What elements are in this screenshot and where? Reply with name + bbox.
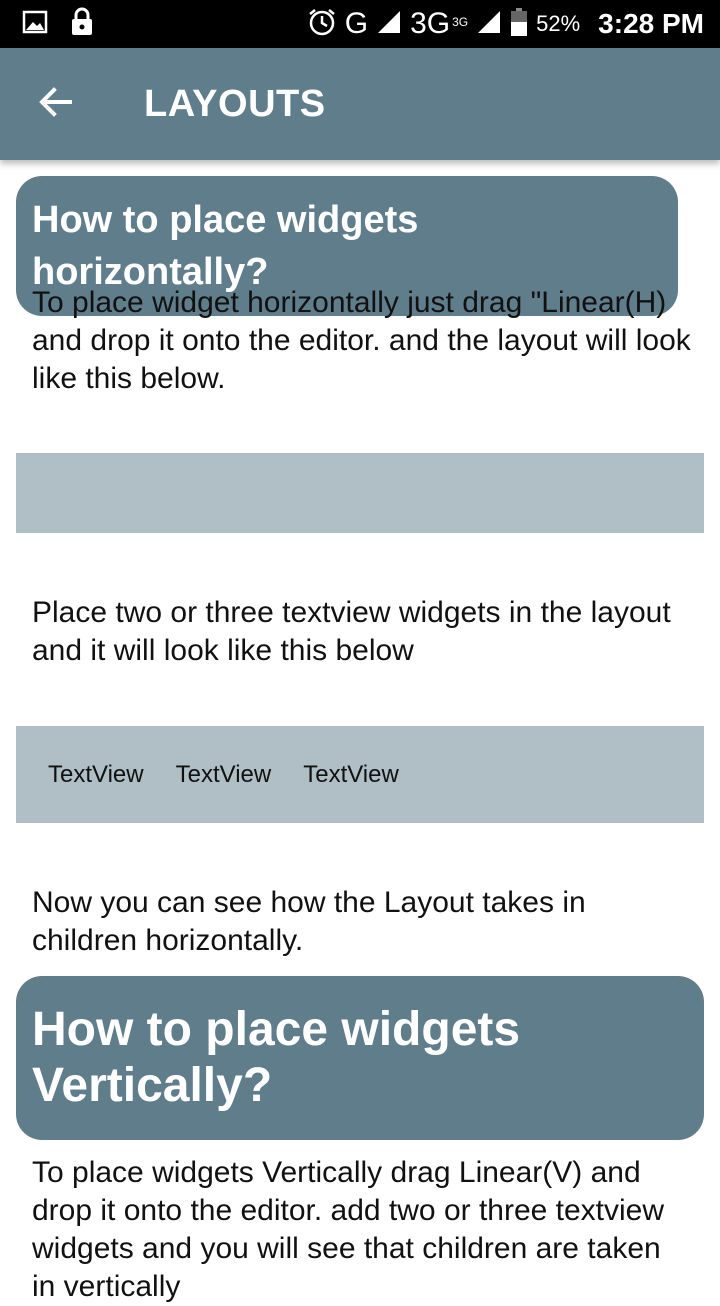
app-bar — [0, 48, 720, 160]
app-title: LAYOUTS — [144, 82, 326, 125]
arrow-left-icon — [38, 84, 74, 125]
network-3g-label: 3G — [410, 7, 451, 40]
alarm-icon — [307, 7, 337, 42]
lock-icon — [70, 7, 94, 42]
textview-preview — [16, 726, 704, 823]
signal-icon — [376, 9, 402, 40]
back-button[interactable] — [24, 72, 88, 136]
paragraph-children: Now you can see how the Layout takes in children horizontally. — [32, 886, 586, 957]
battery-icon — [510, 7, 528, 42]
textview-label: TextView — [175, 760, 272, 788]
clock-time: 3:28 PM — [598, 8, 704, 39]
paragraph-vertical: To place widgets Vertically drag Linear(V) and drop it onto the editor. add two or three textview widgets and you will see that children are taken in vertically — [32, 1156, 665, 1303]
heading-vertical: How to place widgets Vertically? — [16, 976, 704, 1140]
paragraph-textviews: Place two or three textview widgets in the layout and it will look like this below — [32, 596, 671, 667]
image-icon — [22, 9, 48, 40]
network-g-label: G — [344, 7, 369, 40]
battery-percent: 52% — [536, 11, 581, 36]
status-bar — [0, 0, 720, 48]
paragraph-horizontal: To place widget horizontally just drag "Linear(H) and drop it onto the editor. and the layout will look like this below. — [32, 286, 691, 395]
textview-label: TextView — [303, 760, 399, 788]
network-3g-superscript: 3G — [452, 14, 469, 29]
signal-icon-secondary — [476, 9, 502, 40]
textview-label: TextView — [48, 760, 144, 788]
heading-horizontal: How to place widgets horizontally? — [16, 176, 678, 316]
linear-h-preview — [16, 453, 704, 533]
